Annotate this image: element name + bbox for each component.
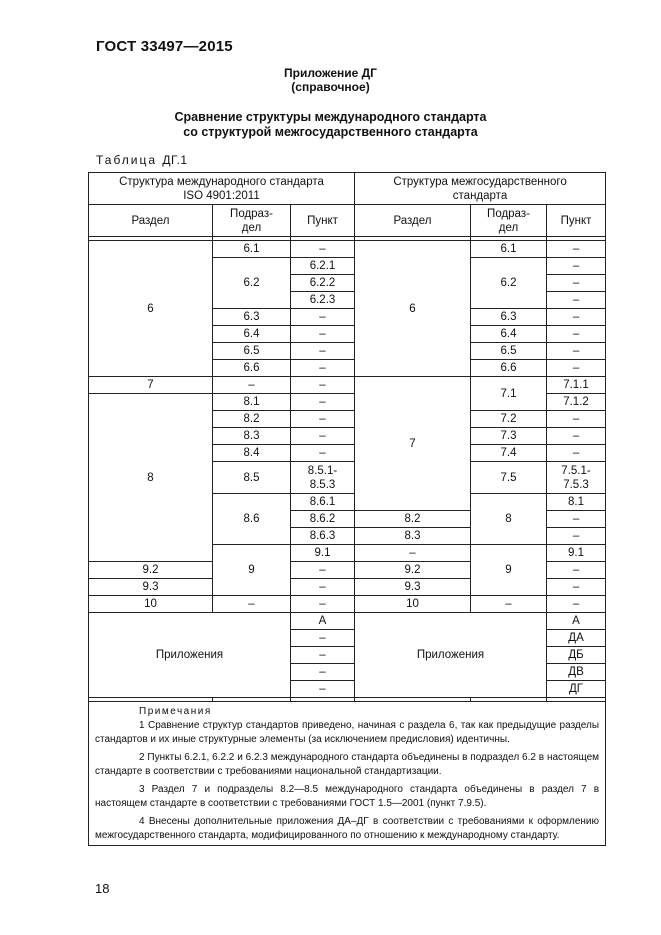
inter-clause-cell: 7.5.1- 7.5.3 [547,462,606,494]
inter-clause-cell: – [547,326,606,343]
intl-clause-cell: 6.2.2 [291,275,355,292]
intl-appendices-label: Приложения [89,613,291,698]
table-caption-number: ДГ.1 [162,153,188,167]
inter-section-cell: 10 [355,596,471,613]
note-item: 3 Раздел 7 и подразделы 8.2—8.5 международного стандарта объединены в раздел 7 в настоящем стандарте в соответствии с требованиями ГОСТ 1.5—2001 (пункт 7.9.5). [95,784,600,809]
intl-clause-cell: 8.6.1 [291,494,355,511]
inter-appendix-cell: А [547,613,606,630]
notes-title: Примечания [139,706,212,717]
inter-section-cell: 9 [471,545,547,596]
notes-block [89,702,606,846]
intl-subsection-cell: 8.1 [213,394,291,411]
intl-clause-cell: 8.5.1- 8.5.3 [291,462,355,494]
col-header-clause: Пункт [291,205,355,237]
inter-section-cell: 6 [355,241,471,377]
intl-subsection-cell: 6.5 [213,343,291,360]
inter-clause-cell: – [547,528,606,545]
intl-subsection-cell: 9.1 [291,545,355,562]
intl-section-cell: 9 [213,545,291,596]
inter-clause-cell: – [547,343,606,360]
page-number: 18 [95,881,110,896]
intl-clause-cell: 8.6.2 [291,511,355,528]
intl-subsection-cell: 6.3 [213,309,291,326]
intl-clause-cell: – [291,596,355,613]
inter-subsection-cell: 7.2 [471,411,547,428]
inter-subsection-cell: 6.3 [471,309,547,326]
inter-clause-cell: – [547,292,606,309]
inter-clause-cell: – [547,428,606,445]
comparison-title-line2: со структурой межгосударственного стандарта [183,125,478,139]
col-header-subsection: Подраз- дел [213,205,291,237]
inter-subsection-cell: 6.1 [471,241,547,258]
table-caption [96,153,188,167]
table-caption-word: Таблица [96,153,158,167]
intl-clause-cell: 8.6.3 [291,528,355,545]
intl-clause-cell: 6.2.1 [291,258,355,275]
inter-subsection-cell: 9.3 [355,579,471,596]
note-item: 1 Сравнение структур стандартов приведено, начиная с раздела 6, так как предыдущие разделы стандартов и их иные структурные элементы (за исключением предисловия) идентичны. [95,720,600,745]
inter-clause-cell: – [547,275,606,292]
intl-subsection-cell: 8.4 [213,445,291,462]
inter-clause-cell: – [547,360,606,377]
table-row [89,613,606,630]
intl-clause-cell: – [291,360,355,377]
inter-subsection-cell: 6.5 [471,343,547,360]
inter-subsection-cell: – [471,596,547,613]
document-header: ГОСТ 33497—2015 [96,38,233,55]
inter-clause-cell: – [547,309,606,326]
inter-clause-cell: – [547,596,606,613]
inter-subsection-cell: 6.6 [471,360,547,377]
intl-clause-cell: – [291,377,355,394]
inter-clause-cell: 7.1.1 [547,377,606,394]
intl-clause-cell: 6.2.3 [291,292,355,309]
inter-subsection-cell: 6.2 [471,258,547,309]
col-header-clause: Пункт [547,205,606,237]
intl-subsection-cell: 8.3 [213,428,291,445]
intl-clause-cell: – [291,562,355,579]
intl-structure-header: Структура международного стандарта ISO 4901:2011 [89,173,355,205]
inter-section-cell: 7 [355,377,471,511]
interstate-structure-header: Структура межгосударственного стандарта [355,173,606,205]
comparison-table [88,172,606,846]
inter-clause-cell: – [547,411,606,428]
intl-section-cell: 8 [89,394,213,562]
inter-clause-cell: 7.1.2 [547,394,606,411]
note-item: 2 Пункты 6.2.1, 6.2.2 и 6.2.3 международного стандарта объединены в подраздел 6.2 в настоящем стандарте в соответствии с требованиями национальной стандартизации. [95,752,600,777]
intl-clause-cell: – [291,579,355,596]
inter-clause-cell: – [547,445,606,462]
intl-subsection-cell: 6.6 [213,360,291,377]
inter-subsection-cell: 8.2 [355,511,471,528]
intl-subsection-cell: 8.5 [213,462,291,494]
intl-clause-cell: – [291,309,355,326]
intl-clause-cell: – [291,326,355,343]
col-header-section: Раздел [355,205,471,237]
intl-appendix-cell: – [291,681,355,698]
inter-appendix-cell: ДА [547,630,606,647]
inter-clause-cell: – [547,241,606,258]
intl-clause-cell: – [291,428,355,445]
intl-subsection-cell: 9.2 [89,562,213,579]
intl-subsection-cell: – [213,377,291,394]
intl-clause-cell: – [291,343,355,360]
comparison-title-line1: Сравнение структуры международного стандарта [174,110,487,124]
inter-clause-cell: – [547,562,606,579]
table-row [89,377,606,394]
inter-appendix-cell: ДБ [547,647,606,664]
inter-clause-cell: – [547,258,606,275]
intl-section-cell: 6 [89,241,213,377]
intl-clause-cell: – [291,394,355,411]
inter-subsection-cell: 8.3 [355,528,471,545]
inter-subsection-cell: 8.1 [547,494,606,511]
inter-subsection-cell: 9.2 [355,562,471,579]
intl-subsection-cell: 6.4 [213,326,291,343]
intl-subsection-cell: 8.6 [213,494,291,545]
intl-clause-cell: – [291,411,355,428]
intl-appendix-cell: А [291,613,355,630]
intl-subsection-cell: 6.1 [213,241,291,258]
inter-appendix-cell: ДГ [547,681,606,698]
inter-subsection-cell: 6.4 [471,326,547,343]
intl-appendix-cell: – [291,647,355,664]
inter-subsection-cell: 7.4 [471,445,547,462]
intl-section-cell: 7 [89,377,213,394]
inter-appendix-cell: ДВ [547,664,606,681]
intl-subsection-cell: 6.2 [213,258,291,309]
appendix-title: Приложение ДГ [284,66,377,80]
inter-clause-cell: – [547,579,606,596]
intl-appendix-cell: – [291,630,355,647]
inter-subsection-cell: 7.3 [471,428,547,445]
intl-appendix-cell: – [291,664,355,681]
intl-clause-cell: – [291,445,355,462]
table-row [89,596,606,613]
col-header-subsection: Подраз- дел [471,205,547,237]
inter-section-cell: 8 [471,494,547,545]
intl-subsection-cell: 8.2 [213,411,291,428]
inter-subsection-cell: 7.5 [471,462,547,494]
table-row [89,241,606,258]
inter-appendices-label: Приложения [355,613,547,698]
intl-section-cell: 10 [89,596,213,613]
intl-clause-cell: – [291,241,355,258]
intl-subsection-cell: – [213,596,291,613]
appendix-subtitle: (справочное) [291,80,370,94]
inter-clause-cell: – [547,511,606,528]
inter-subsection-cell: 9.1 [547,545,606,562]
intl-clause-cell: – [355,545,471,562]
inter-subsection-cell: 7.1 [471,377,547,411]
intl-subsection-cell: 9.3 [89,579,213,596]
col-header-section: Раздел [89,205,213,237]
note-item: 4 Внесены дополнительные приложения ДА–ДГ в соответствии с требованиями к оформлению межгосударственного стандарта, модифицированного по отношению к международному стандарту. [95,816,600,841]
